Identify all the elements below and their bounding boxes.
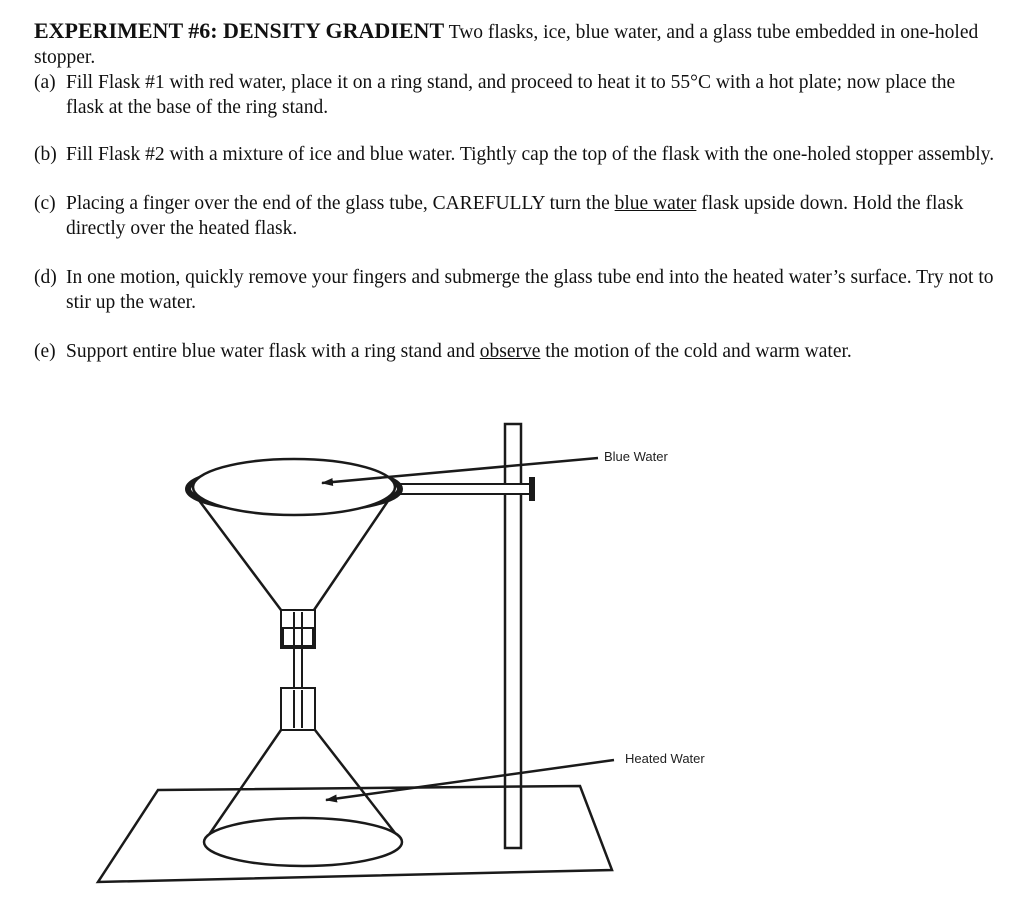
blue-water-label: Blue Water [604, 449, 668, 464]
underlined-observe: observe [479, 341, 541, 362]
ring-stand-rod [505, 424, 521, 848]
step-text-before: Support entire blue water flask with a ring stand and [66, 341, 480, 362]
heated-water-label: Heated Water [625, 751, 705, 766]
heated-water-flask-bottom [204, 818, 402, 866]
step-d [34, 265, 996, 315]
blue-water-pointer [322, 458, 598, 483]
blue-water-flask-mouth [193, 459, 395, 515]
step-letter: (c) [34, 193, 56, 214]
step-letter: (e) [34, 341, 56, 362]
upper-flask-neck [281, 610, 315, 648]
step-letter: (a) [34, 72, 56, 93]
lower-flask-neck [281, 688, 315, 730]
underlined-blue-water: blue water [614, 193, 697, 214]
heated-water-pointer [326, 760, 614, 800]
step-text: Fill Flask #1 with red water, place it on a ring stand, and proceed to heat it to 55°C with a hot plate; now place the flask at the base of the ring stand. [66, 72, 956, 118]
step-text-before: Placing a finger over the end of the glass tube, CAREFULLY turn the [66, 193, 615, 214]
heated-water-flask-body [204, 730, 402, 842]
support-ring [188, 467, 400, 511]
step-e [34, 339, 996, 364]
materials-text: Two flasks, ice, blue water, and a glass tube embedded in one-holed stopper. [34, 22, 979, 68]
step-letter: (d) [34, 267, 57, 288]
step-a [34, 70, 996, 120]
step-text-after: the motion of the cold and warm water. [540, 341, 852, 362]
step-c [34, 191, 996, 241]
step-b [34, 142, 996, 167]
experiment-intro [34, 18, 996, 70]
step-letter: (b) [34, 144, 57, 165]
upper-stopper [283, 628, 313, 646]
clamp-knob [529, 477, 535, 501]
experiment-document [34, 18, 996, 364]
step-text: Fill Flask #2 with a mixture of ice and blue water. Tightly cap the top of the flask with the one-holed stopper assembly. [66, 144, 995, 165]
procedure-steps [34, 70, 996, 364]
ring-stand-base [98, 786, 612, 882]
step-text-after: flask upside down. Hold the flask directly over the heated flask. [66, 193, 964, 239]
blue-water-flask-body [195, 495, 392, 610]
experiment-title: EXPERIMENT #6: DENSITY GRADIENT [34, 18, 445, 43]
step-text: In one motion, quickly remove your fingers and submerge the glass tube end into the heated water’s surface. Try not to stir up the water. [66, 267, 994, 313]
clamp-arm [398, 484, 530, 494]
